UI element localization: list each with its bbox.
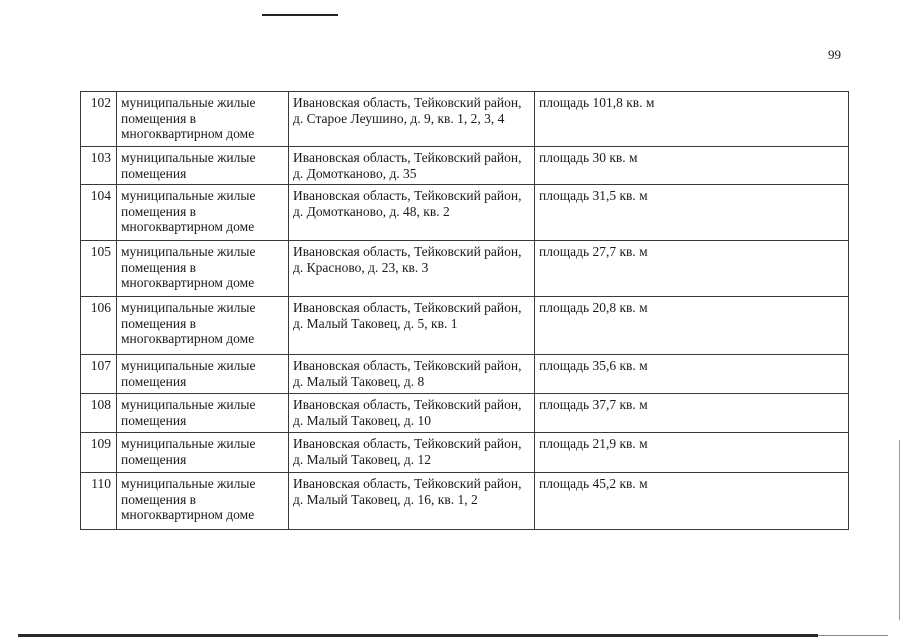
property-area: площадь 101,8 кв. м (535, 92, 849, 147)
property-area: площадь 21,9 кв. м (535, 433, 849, 473)
scan-top-mark (262, 14, 338, 16)
property-type: муниципальные жилые помещения (117, 394, 289, 433)
property-type: муниципальные жилые помещения в многоквартирном доме (117, 241, 289, 297)
property-type: муниципальные жилые помещения в многоквартирном доме (117, 92, 289, 147)
row-number: 105 (81, 241, 117, 297)
property-address: Ивановская область, Тейковский район, д. Домотканово, д. 48, кв. 2 (289, 185, 535, 241)
property-address: Ивановская область, Тейковский район, д. Малый Таковец, д. 16, кв. 1, 2 (289, 473, 535, 530)
property-type: муниципальные жилые помещения (117, 355, 289, 394)
property-address: Ивановская область, Тейковский район, д. Малый Таковец, д. 10 (289, 394, 535, 433)
property-register-table (80, 91, 849, 530)
property-area: площадь 37,7 кв. м (535, 394, 849, 433)
row-number: 110 (81, 473, 117, 530)
property-area: площадь 31,5 кв. м (535, 185, 849, 241)
property-type: муниципальные жилые помещения в многоквартирном доме (117, 473, 289, 530)
row-number: 108 (81, 394, 117, 433)
table-row (81, 473, 849, 530)
scan-bottom-edge-faint (818, 635, 888, 636)
property-area: площадь 45,2 кв. м (535, 473, 849, 530)
row-number: 103 (81, 147, 117, 185)
table-row (81, 433, 849, 473)
property-address: Ивановская область, Тейковский район, д. Малый Таковец, д. 8 (289, 355, 535, 394)
property-type: муниципальные жилые помещения (117, 433, 289, 473)
property-type: муниципальные жилые помещения в многоквартирном доме (117, 297, 289, 355)
property-address: Ивановская область, Тейковский район, д. Старое Леушино, д. 9, кв. 1, 2, 3, 4 (289, 92, 535, 147)
property-address: Ивановская область, Тейковский район, д. Малый Таковец, д. 12 (289, 433, 535, 473)
row-number: 104 (81, 185, 117, 241)
row-number: 102 (81, 92, 117, 147)
table-row (81, 297, 849, 355)
table-row (81, 355, 849, 394)
property-type: муниципальные жилые помещения (117, 147, 289, 185)
row-number: 106 (81, 297, 117, 355)
table-row (81, 147, 849, 185)
table-row (81, 241, 849, 297)
property-area: площадь 35,6 кв. м (535, 355, 849, 394)
table-row (81, 185, 849, 241)
property-address: Ивановская область, Тейковский район, д. Красново, д. 23, кв. 3 (289, 241, 535, 297)
property-area: площадь 27,7 кв. м (535, 241, 849, 297)
property-address: Ивановская область, Тейковский район, д. Домотканово, д. 35 (289, 147, 535, 185)
table-row (81, 92, 849, 147)
scan-bottom-edge (18, 634, 818, 637)
row-number: 109 (81, 433, 117, 473)
row-number: 107 (81, 355, 117, 394)
scan-right-edge (899, 440, 900, 620)
property-address: Ивановская область, Тейковский район, д. Малый Таковец, д. 5, кв. 1 (289, 297, 535, 355)
property-area: площадь 20,8 кв. м (535, 297, 849, 355)
page-number: 99 (828, 47, 841, 62)
property-area: площадь 30 кв. м (535, 147, 849, 185)
table-row (81, 394, 849, 433)
property-type: муниципальные жилые помещения в многоквартирном доме (117, 185, 289, 241)
